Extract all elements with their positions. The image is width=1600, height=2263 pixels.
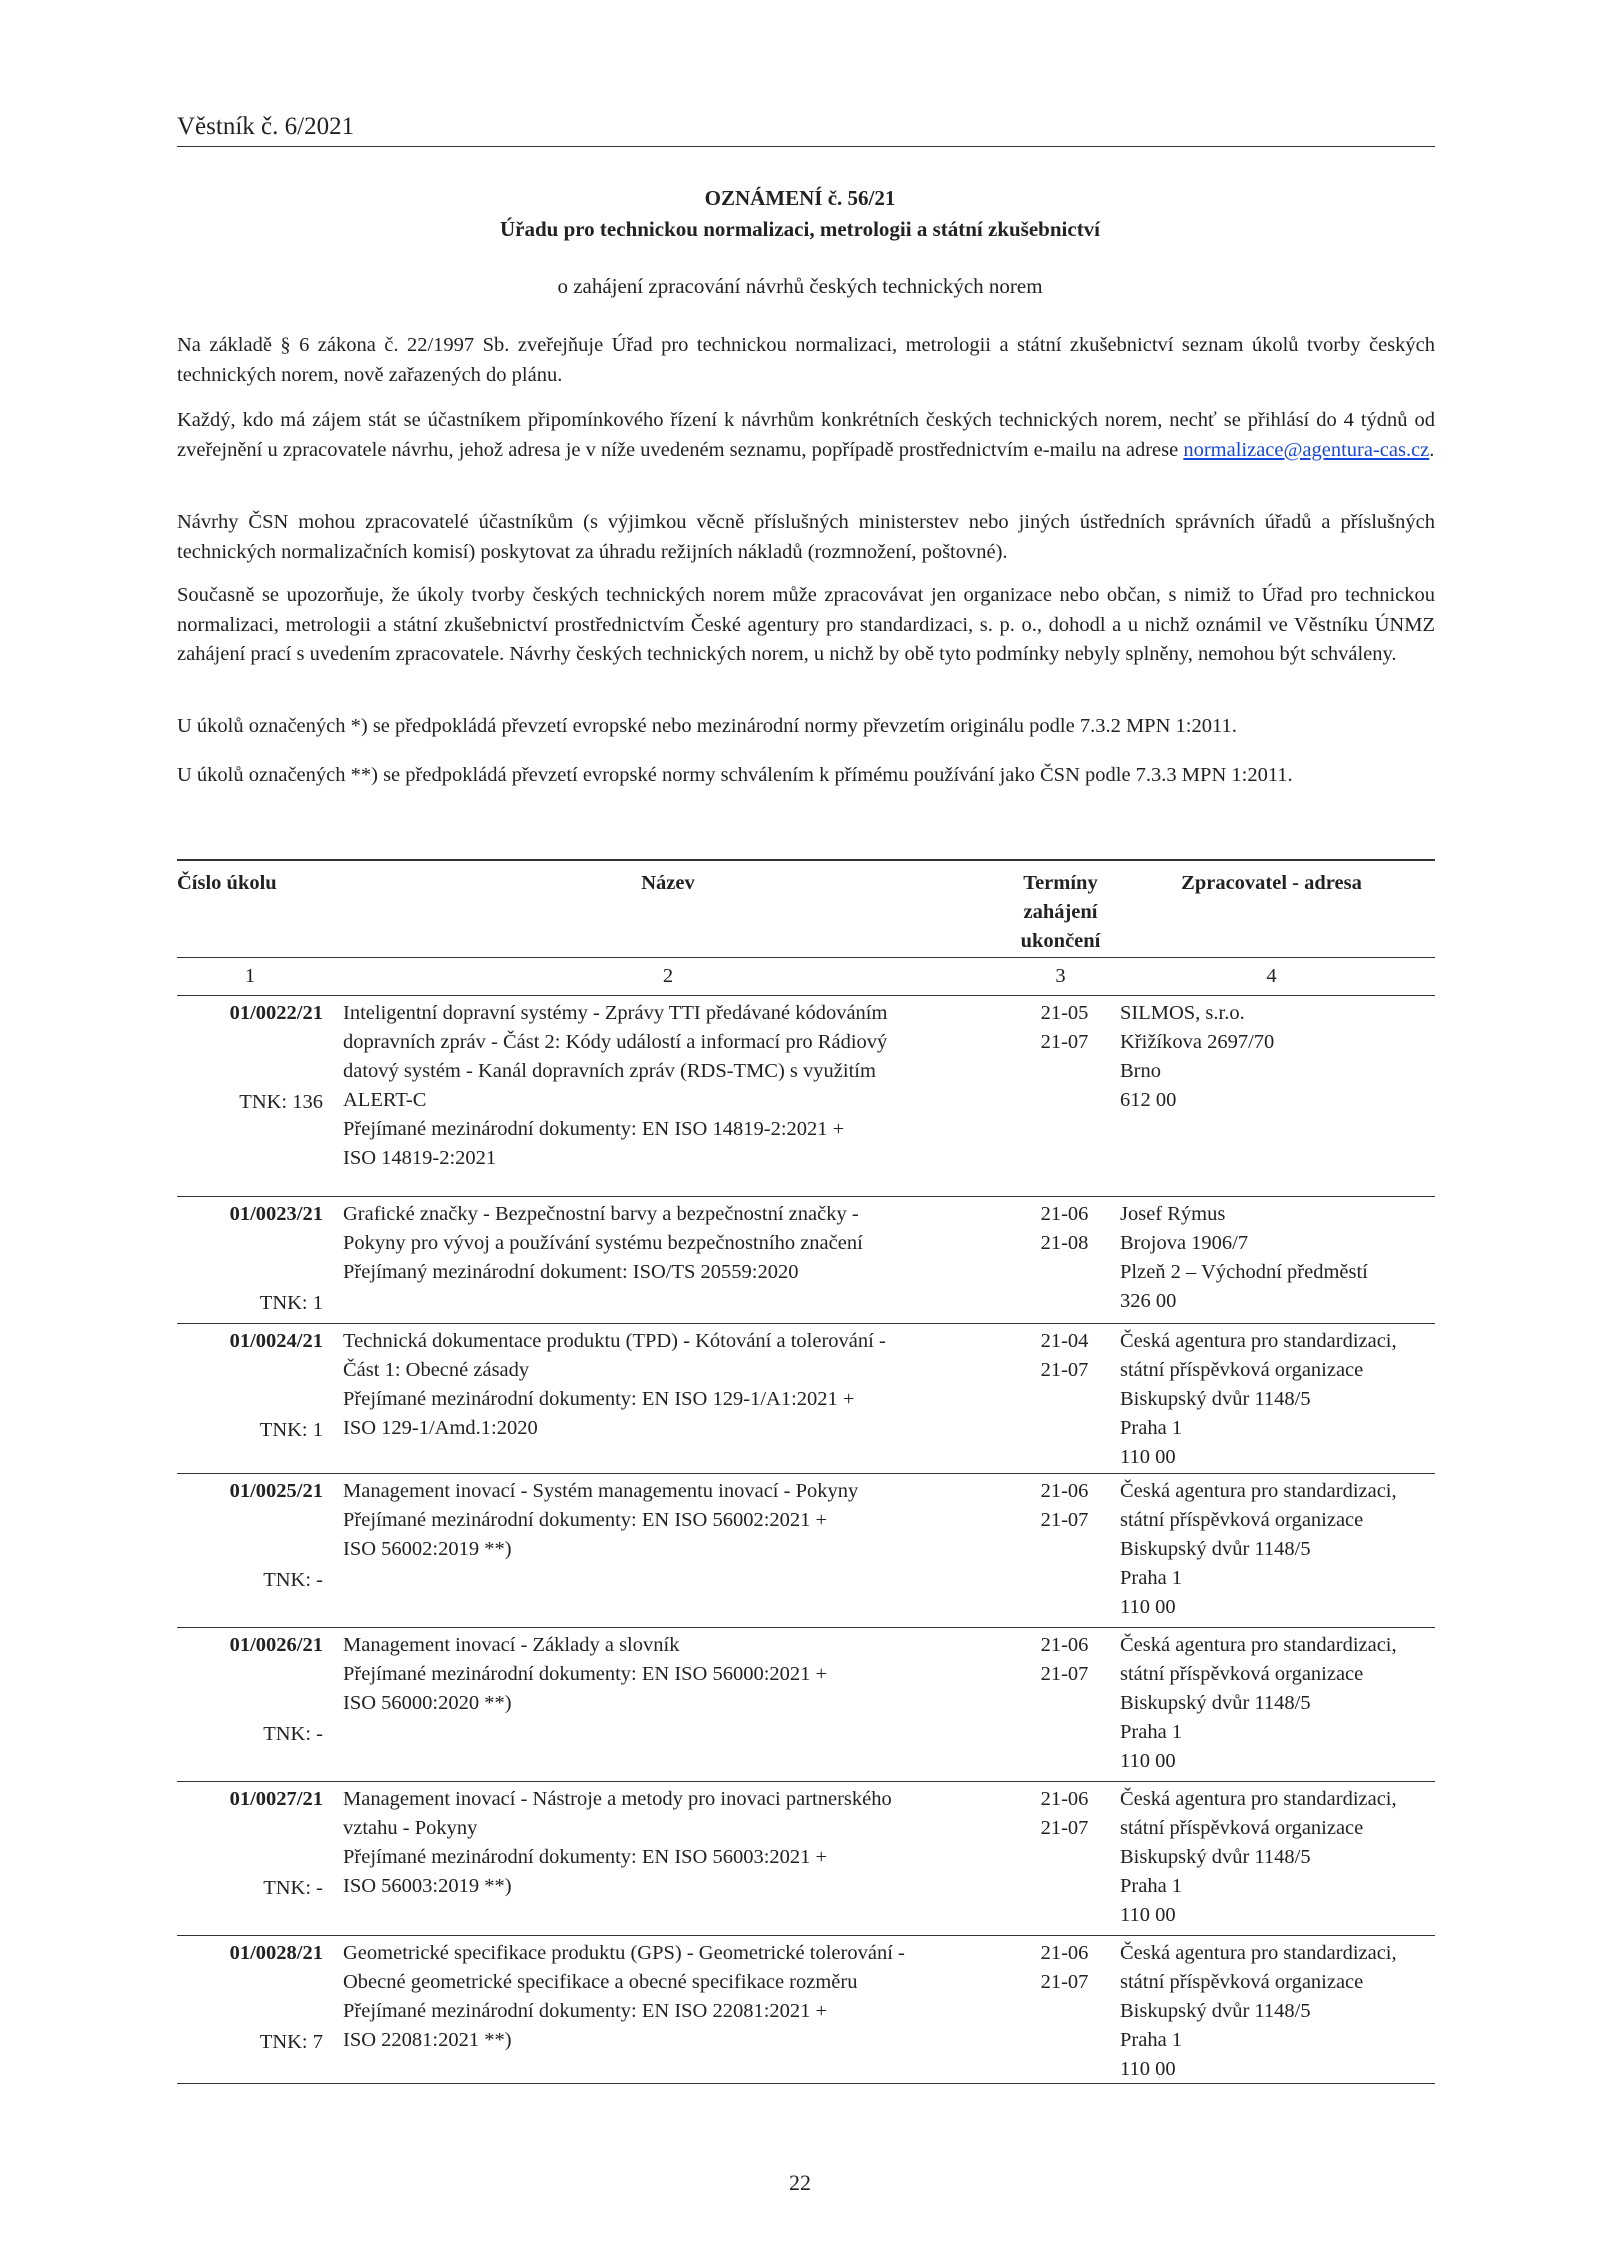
processor-line: 110 00: [1120, 1446, 1176, 1468]
name-line: ISO 56003:2019 **): [343, 1875, 512, 1897]
processor-line: státní příspěvková organizace: [1120, 1663, 1364, 1685]
task-number: 01/0022/21: [229, 1002, 323, 1024]
processor-line: Biskupský dvůr 1148/5: [1120, 2000, 1311, 2022]
header-terms-label: Termíny: [1023, 872, 1098, 894]
tasks-table: [177, 859, 1435, 2084]
processor-line: Křižíkova 2697/70: [1120, 1031, 1275, 1053]
column-number: 2: [662, 965, 674, 987]
column-number: 4: [1266, 965, 1277, 987]
term-end: 21-08: [1040, 1232, 1089, 1254]
task-cell: [177, 1939, 323, 2083]
terms-cell: [1013, 1327, 1108, 1473]
terms-cell: [1013, 1477, 1108, 1627]
processor-line: státní příspěvková organizace: [1120, 1359, 1364, 1381]
name-line: Geometrické specifikace produktu (GPS) - Geometrické tolerování -: [343, 1942, 905, 1964]
header-terms: [1013, 861, 1108, 957]
paragraph-note-single-star: U úkolů označených *) se předpokládá převzetí evropské nebo mezinárodní normy převzetím originálu podle 7.3.2 MPN 1:2011.: [177, 715, 1237, 737]
column-number-row: [177, 958, 1435, 996]
terms-cell: [1013, 1785, 1108, 1935]
term-end: 21-07: [1040, 1031, 1089, 1053]
column-number: 3: [1055, 965, 1066, 987]
name-line: Přejímané mezinárodní dokumenty: EN ISO 56003:2021 +: [343, 1846, 828, 1868]
name-line: Část 1: Obecné zásady: [343, 1359, 530, 1381]
term-end: 21-07: [1040, 1359, 1089, 1381]
paragraph-fees: Návrhy ČSN mohou zpracovatelé účastníkům (s výjimkou věcně příslušných ministerstev nebo jiných ústředních správních úřadů a příslušných technických normalizačních komisí) poskytovat za úhradu režijních nákladů (rozmnožení, poštovné).: [177, 511, 1435, 563]
tnk-label: TNK: -: [263, 1877, 323, 1899]
email-link[interactable]: normalizace@agentura-cas.cz: [1183, 438, 1430, 461]
processor-cell: [1108, 1200, 1435, 1323]
name-line: Management inovací - Základy a slovník: [343, 1634, 680, 1656]
processor-line: 110 00: [1120, 2058, 1176, 2080]
term-start: 21-06: [1040, 1480, 1089, 1502]
table-row: [177, 996, 1435, 1197]
table-row: [177, 1474, 1435, 1628]
processor-line: 110 00: [1120, 1596, 1176, 1618]
table-row: [177, 1324, 1435, 1474]
processor-line: Biskupský dvůr 1148/5: [1120, 1846, 1311, 1868]
processor-cell: [1108, 1327, 1435, 1473]
paragraph-conditions: Současně se upozorňuje, že úkoly tvorby českých technických norem může zpracovávat jen organizace nebo občan, s nimiž to Úřad pro technickou normalizaci, metrologii a státní zkušebnictví prostřednictvím České agentury pro standardizaci, s. p. o., dohodl a u nichž oznámil ve Věstníku ÚNMZ zahájení prací s uvedením zpracovatele. Návrhy českých technických norem, u nichž by obě tyto podmínky nebyly splněny, nemohou být schváleny.: [177, 584, 1435, 665]
name-cell: [323, 1939, 1013, 2083]
term-start: 21-04: [1040, 1330, 1089, 1352]
header-name: Název: [641, 872, 695, 894]
term-end: 21-07: [1040, 1509, 1089, 1531]
name-line: Přejímané mezinárodní dokumenty: EN ISO 56002:2021 +: [343, 1509, 828, 1531]
processor-line: Praha 1: [1120, 1567, 1183, 1589]
terms-cell: [1013, 1200, 1108, 1323]
processor-line: Česká agentura pro standardizaci,: [1120, 1788, 1397, 1810]
processor-line: Biskupský dvůr 1148/5: [1120, 1692, 1311, 1714]
name-line: ISO 22081:2021 **): [343, 2029, 512, 2051]
processor-line: Biskupský dvůr 1148/5: [1120, 1538, 1311, 1560]
terms-cell: [1013, 999, 1108, 1196]
paragraph-legal-basis: Na základě § 6 zákona č. 22/1997 Sb. zveřejňuje Úřad pro technickou normalizaci, metrologii a státní zkušebnictví seznam úkolů tvorby českých technických norem, nově zařazených do plánu.: [177, 334, 1435, 386]
task-number: 01/0023/21: [229, 1203, 323, 1225]
name-line: Pokyny pro vývoj a používání systému bezpečnostního značení: [343, 1232, 863, 1254]
task-number: 01/0024/21: [229, 1330, 323, 1352]
name-cell: [323, 1327, 1013, 1473]
tnk-label: TNK: 136: [239, 1091, 323, 1113]
processor-line: Brno: [1120, 1060, 1161, 1082]
processor-cell: [1108, 999, 1435, 1196]
notice-subject: o zahájení zpracování návrhů českých technických norem: [557, 274, 1043, 298]
name-line: ISO 14819-2:2021: [343, 1147, 497, 1169]
name-line: ISO 56002:2019 **): [343, 1538, 512, 1560]
task-number: 01/0028/21: [229, 1942, 323, 1964]
processor-cell: [1108, 1631, 1435, 1781]
name-line: Management inovací - Nástroje a metody pro inovaci partnerského: [343, 1788, 892, 1810]
name-cell: [323, 999, 1013, 1196]
paragraph-participation-text: Každý, kdo má zájem stát se účastníkem připomínkového řízení k návrhům konkrétních českých technických norem, nechť se přihlásí do 4 týdnů od zveřejnění u zpracovatele návrhu, jehož adresa je v níže uvedeném seznamu, popřípadě prostřednictvím e-mailu na adrese: [177, 409, 1435, 461]
processor-line: Josef Rýmus: [1120, 1203, 1226, 1225]
name-line: Technická dokumentace produktu (TPD) - Kótování a tolerování -: [343, 1330, 886, 1352]
name-cell: [323, 1631, 1013, 1781]
task-number: 01/0025/21: [229, 1480, 323, 1502]
task-cell: [177, 1631, 323, 1781]
table-row: [177, 1197, 1435, 1324]
processor-line: Brojova 1906/7: [1120, 1232, 1249, 1254]
name-cell: [323, 1200, 1013, 1323]
processor-line: Praha 1: [1120, 1721, 1183, 1743]
name-cell: [323, 1477, 1013, 1627]
name-line: vztahu - Pokyny: [343, 1817, 478, 1839]
name-line: Přejímané mezinárodní dokumenty: EN ISO 14819-2:2021 +: [343, 1118, 845, 1140]
processor-line: Praha 1: [1120, 2029, 1183, 2051]
processor-line: 612 00: [1120, 1089, 1177, 1111]
name-line: datový systém - Kanál dopravních zpráv (RDS-TMC) s využitím: [343, 1060, 876, 1082]
tnk-label: TNK: -: [263, 1569, 323, 1591]
table-row: [177, 1628, 1435, 1782]
term-start: 21-06: [1040, 1203, 1089, 1225]
terms-cell: [1013, 1631, 1108, 1781]
table-row: [177, 1782, 1435, 1936]
term-start: 21-06: [1040, 1788, 1089, 1810]
processor-line: 110 00: [1120, 1750, 1176, 1772]
task-cell: [177, 1200, 323, 1323]
header-terms-end: ukončení: [1020, 930, 1101, 952]
table-body: [177, 996, 1435, 2084]
tnk-label: TNK: 1: [259, 1419, 323, 1441]
tnk-label: TNK: -: [263, 1723, 323, 1745]
paragraph-note-double-star: U úkolů označených **) se předpokládá převzetí evropské normy schválením k přímému používání jako ČSN podle 7.3.3 MPN 1:2011.: [177, 764, 1293, 786]
processor-cell: [1108, 1939, 1435, 2083]
header-terms-start: zahájení: [1023, 901, 1098, 923]
name-line: Management inovací - Systém managementu inovací - Pokyny: [343, 1480, 859, 1502]
name-line: Obecné geometrické specifikace a obecné specifikace rozměru: [343, 1971, 858, 1993]
notice-title: OZNÁMENÍ č. 56/21: [704, 186, 896, 210]
name-line: ISO 56000:2020 **): [343, 1692, 512, 1714]
processor-line: Plzeň 2 – Východní předměstí: [1120, 1261, 1368, 1283]
processor-line: státní příspěvková organizace: [1120, 1817, 1364, 1839]
name-line: Přejímané mezinárodní dokumenty: EN ISO 56000:2021 +: [343, 1663, 828, 1685]
task-number: 01/0027/21: [229, 1788, 323, 1810]
tnk-label: TNK: 7: [259, 2031, 323, 2053]
processor-cell: [1108, 1477, 1435, 1627]
table-row: [177, 1936, 1435, 2084]
task-number: 01/0026/21: [229, 1634, 323, 1656]
term-start: 21-06: [1040, 1942, 1089, 1964]
processor-line: 110 00: [1120, 1904, 1176, 1926]
processor-line: Česká agentura pro standardizaci,: [1120, 1634, 1397, 1656]
paragraph-participation: [177, 406, 1435, 465]
processor-line: státní příspěvková organizace: [1120, 1509, 1364, 1531]
column-number: 1: [244, 965, 256, 987]
term-end: 21-07: [1040, 1663, 1089, 1685]
processor-line: 326 00: [1120, 1290, 1177, 1312]
journal-header: Věstník č. 6/2021: [177, 112, 1435, 147]
name-line: dopravních zpráv - Část 2: Kódy událostí a informací pro Rádiový: [343, 1031, 888, 1053]
page-number: 22: [789, 2170, 811, 2195]
processor-line: Česká agentura pro standardizaci,: [1120, 1330, 1397, 1352]
processor-line: Praha 1: [1120, 1875, 1183, 1897]
notice-issuer: Úřadu pro technickou normalizaci, metrologii a státní zkušebnictví: [499, 217, 1101, 241]
name-cell: [323, 1785, 1013, 1935]
name-line: ALERT-C: [343, 1089, 427, 1111]
term-end: 21-07: [1040, 1971, 1089, 1993]
processor-line: SILMOS, s.r.o.: [1120, 1002, 1245, 1024]
term-start: 21-06: [1040, 1634, 1089, 1656]
name-line: Přejímané mezinárodní dokumenty: EN ISO 129-1/A1:2021 +: [343, 1388, 855, 1410]
task-cell: [177, 1477, 323, 1627]
processor-cell: [1108, 1785, 1435, 1935]
terms-cell: [1013, 1939, 1108, 2083]
header-task-number: Číslo úkolu: [177, 872, 277, 894]
task-cell: [177, 1785, 323, 1935]
task-cell: [177, 999, 323, 1196]
name-line: Přejímané mezinárodní dokumenty: EN ISO 22081:2021 +: [343, 2000, 828, 2022]
processor-line: Česká agentura pro standardizaci,: [1120, 1942, 1397, 1964]
name-line: Inteligentní dopravní systémy - Zprávy TTI předávané kódováním: [343, 1002, 888, 1024]
tnk-label: TNK: 1: [259, 1292, 323, 1314]
processor-line: státní příspěvková organizace: [1120, 1971, 1364, 1993]
name-line: ISO 129-1/Amd.1:2020: [343, 1417, 538, 1439]
processor-line: Česká agentura pro standardizaci,: [1120, 1480, 1397, 1502]
header-processor: Zpracovatel - adresa: [1181, 872, 1362, 894]
processor-line: Biskupský dvůr 1148/5: [1120, 1388, 1311, 1410]
term-end: 21-07: [1040, 1817, 1089, 1839]
processor-line: Praha 1: [1120, 1417, 1183, 1439]
table-header: [177, 861, 1435, 958]
term-start: 21-05: [1040, 1002, 1089, 1024]
task-cell: [177, 1327, 323, 1473]
name-line: Přejímaný mezinárodní dokument: ISO/TS 20559:2020: [343, 1261, 799, 1283]
name-line: Grafické značky - Bezpečnostní barvy a bezpečnostní značky -: [343, 1203, 859, 1225]
paragraph-participation-end: .: [1429, 438, 1435, 461]
